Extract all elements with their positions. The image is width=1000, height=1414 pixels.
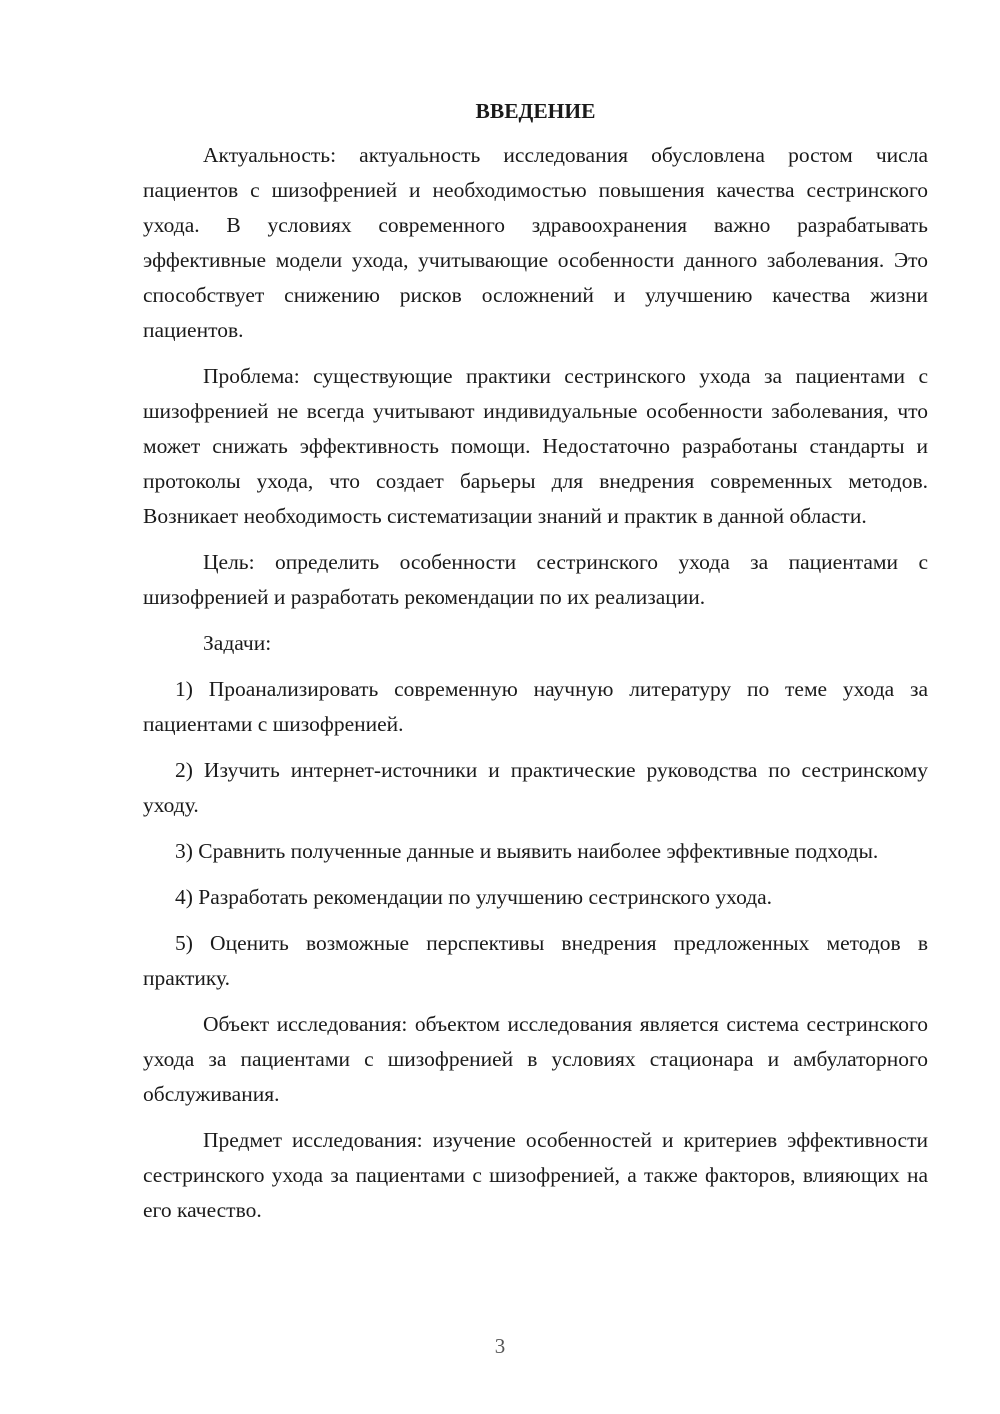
paragraph-object: Объект исследования: объектом исследования является система сестринского ухода за пациентами с шизофренией в условиях стационара и амбулаторного обслуживания. [143, 1012, 928, 1106]
tasks-label: Задачи: [203, 631, 272, 655]
task-item-4: 4) Разработать рекомендации по улучшению сестринского ухода. [175, 885, 773, 909]
page-number: 3 [494, 1334, 506, 1358]
paragraph-problem: Проблема: существующие практики сестринского ухода за пациентами с шизофренией не всегда учитывают индивидуальные особенности заболевания, что может снижать эффективность помощи. Недостаточно разработаны стандарты и протоколы ухода, что создает барьеры для внедрения современных методов. Возникает необходимость систематизации знаний и практик в данной области. [143, 364, 928, 528]
document-page [143, 96, 928, 1239]
task-item-1: 1) Проанализировать современную научную литературу по теме ухода за пациентами с шизофренией. [143, 677, 928, 736]
paragraph-relevance: Актуальность: актуальность исследования обусловлена ростом числа пациентов с шизофренией и необходимостью повышения качества сестринского ухода. В условиях современного здравоохранения важно разрабатывать эффективные модели ухода, учитывающие особенности данного заболевания. Это способствует снижению рисков осложнений и улучшению качества жизни пациентов. [143, 143, 928, 342]
task-item-5: 5) Оценить возможные перспективы внедрения предложенных методов в практику. [143, 931, 928, 990]
section-heading: ВВЕДЕНИЕ [475, 99, 596, 123]
task-item-3: 3) Сравнить полученные данные и выявить наиболее эффективные подходы. [175, 839, 879, 863]
paragraph-subject: Предмет исследования: изучение особенностей и критериев эффективности сестринского ухода за пациентами с шизофренией, а также факторов, влияющих на его качество. [143, 1128, 928, 1222]
task-item-2: 2) Изучить интернет-источники и практические руководства по сестринскому уходу. [143, 758, 928, 817]
paragraph-goal: Цель: определить особенности сестринского ухода за пациентами с шизофренией и разработать рекомендации по их реализации. [143, 550, 928, 609]
